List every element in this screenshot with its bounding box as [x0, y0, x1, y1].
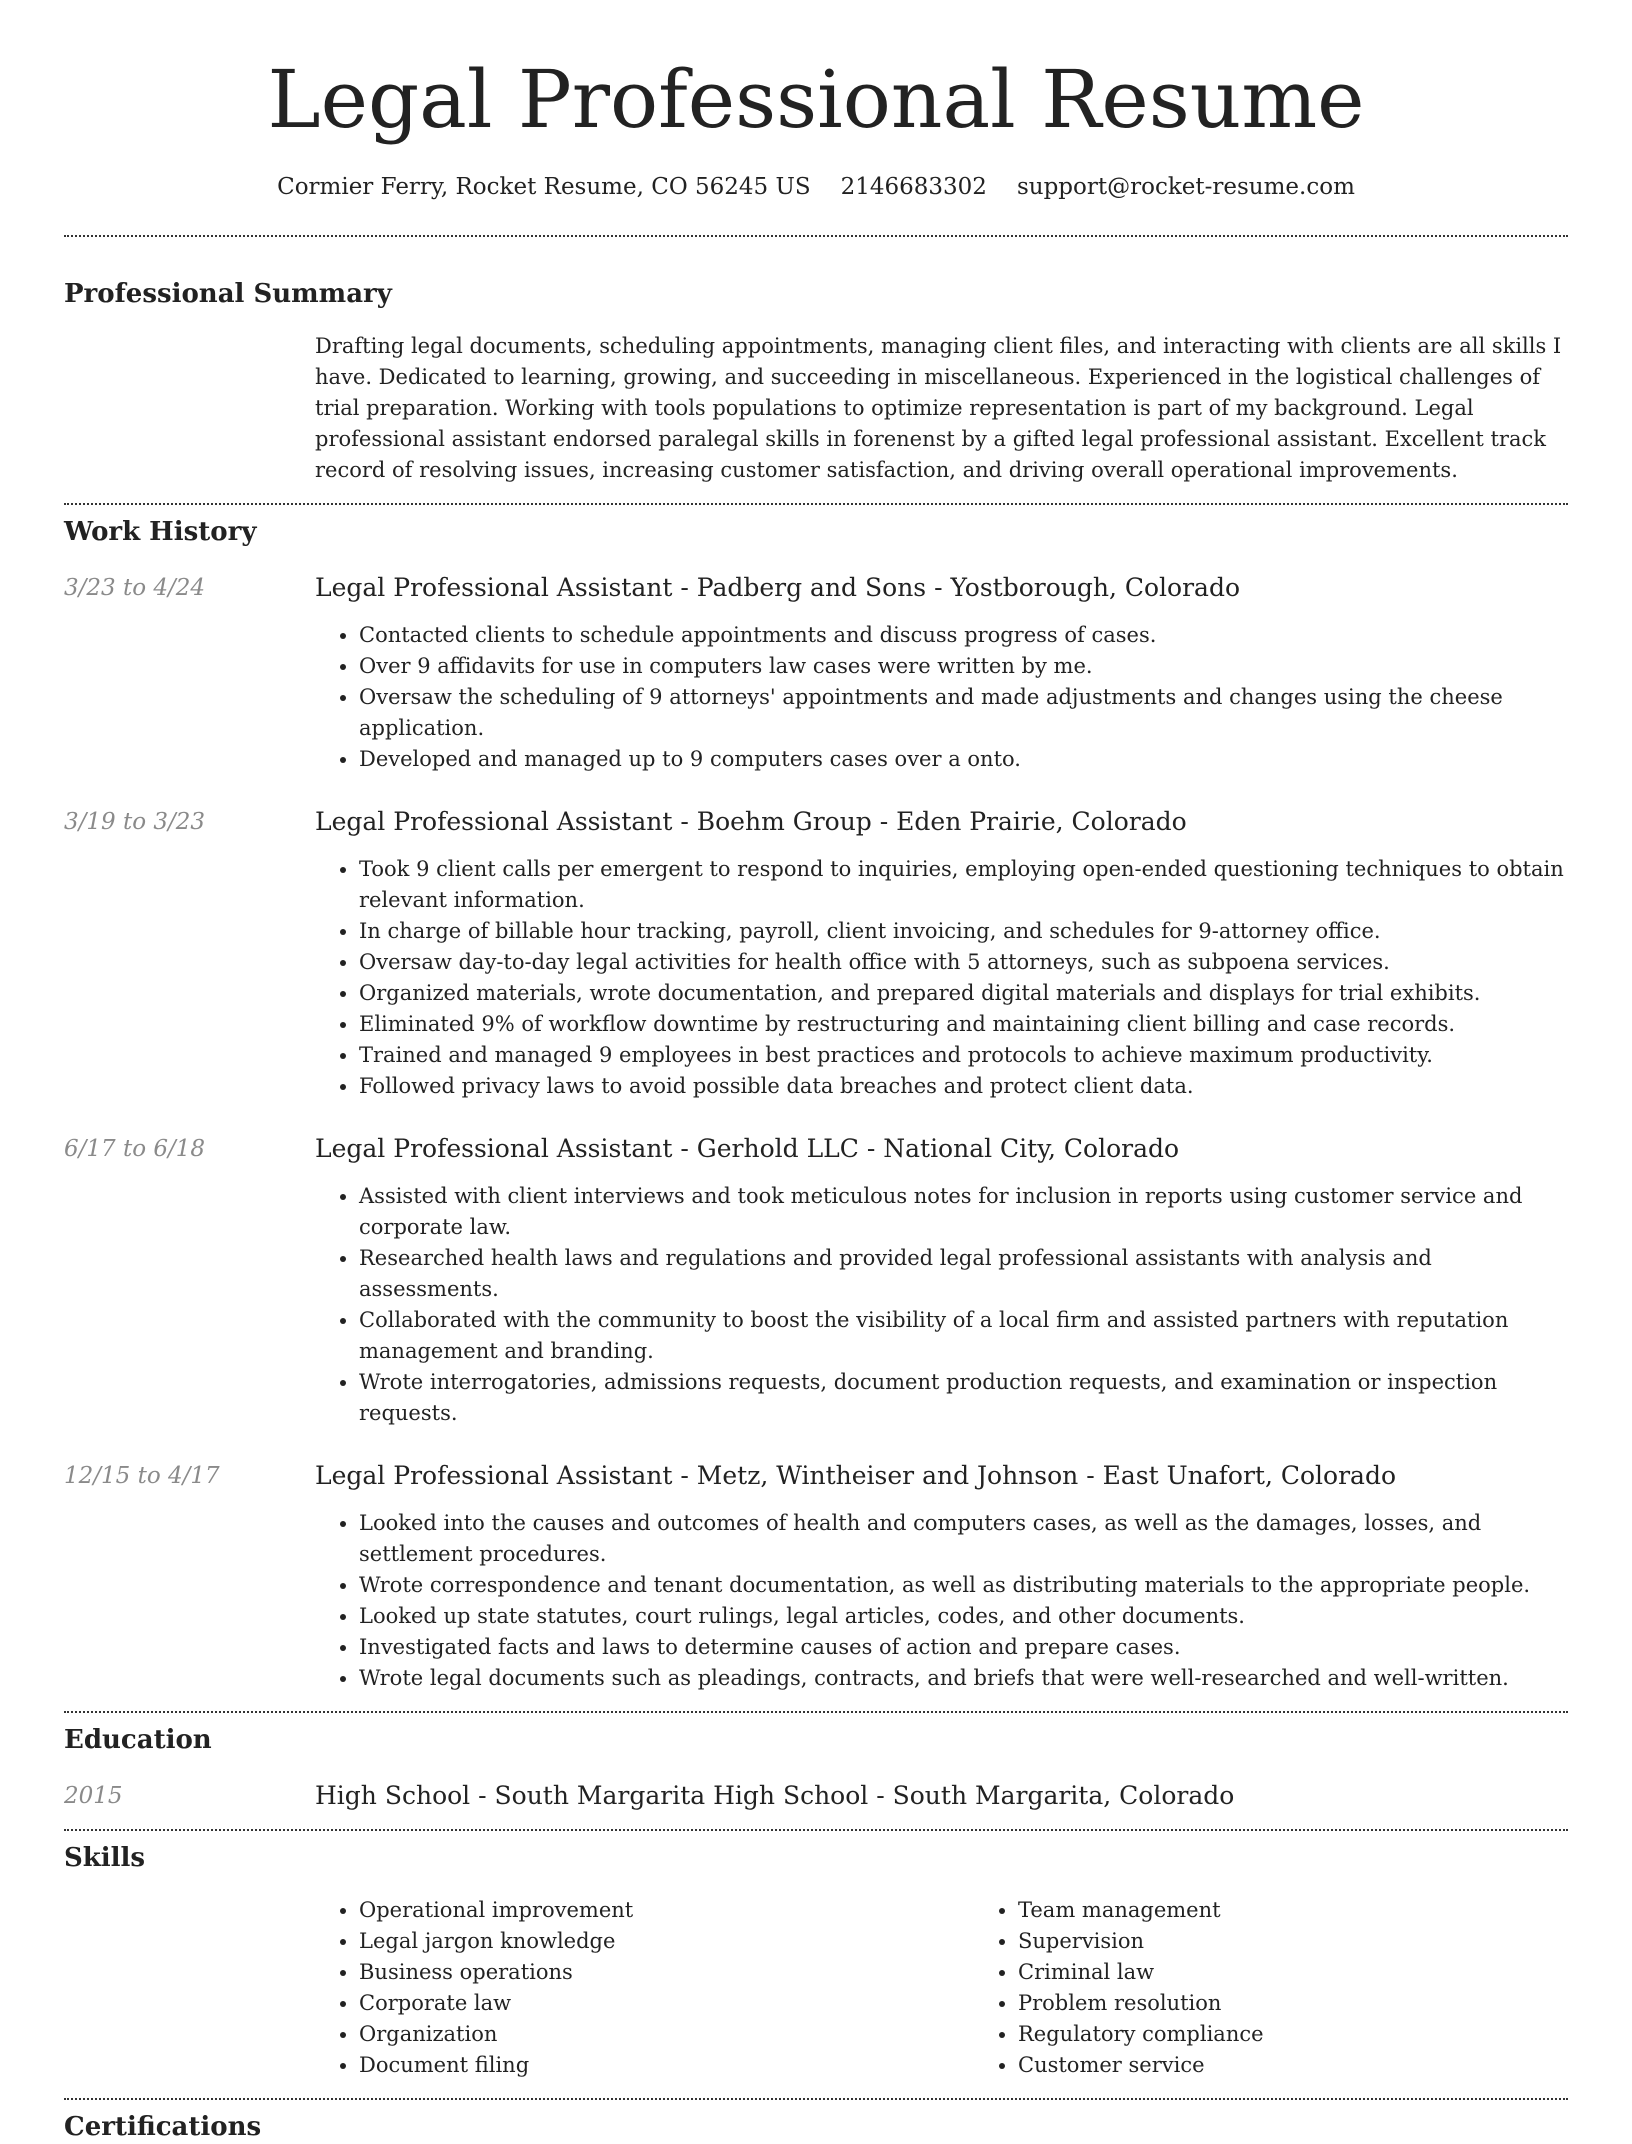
education-details: High School - South Margarita High School - South Margarita, Colorado: [315, 1781, 1235, 1810]
list-item: • Looked up state statutes, court rulings, legal articles, codes, and other documents.: [359, 1601, 1568, 1632]
list-item: • Wrote legal documents such as pleadings, contracts, and briefs that were well-researched and well-written.: [359, 1663, 1568, 1694]
list-item: • In charge of billable hour tracking, payroll, client invoicing, and schedules for 9-attorney office.: [359, 916, 1568, 947]
list-item: • Investigated facts and laws to determine causes of action and prepare cases.: [359, 1632, 1568, 1663]
job-entry: [64, 1132, 1568, 1429]
section-heading-summary: Professional Summary: [64, 279, 392, 309]
skill-item: • Regulatory compliance: [1018, 2019, 1632, 2050]
list-item: • Wrote correspondence and tenant documentation, as well as distributing materials to the appropriate people.: [359, 1570, 1568, 1601]
job-bullets: [315, 1508, 1568, 1694]
job-dates: 3/19 to 3/23: [64, 809, 206, 835]
job-entry: [64, 1459, 1568, 1694]
job-details: [315, 571, 1568, 775]
section-heading-skills: Skills: [64, 1843, 146, 1873]
list-item: • Oversaw the scheduling of 9 attorneys' appointments and made adjustments and changes using the cheese application.: [359, 682, 1568, 744]
resume-title: Legal Professional Resume: [267, 53, 1365, 146]
skill-item: • Criminal law: [1018, 1957, 1632, 1988]
divider: [64, 1829, 1568, 1831]
skill-item: • Customer service: [1018, 2050, 1632, 2081]
contact-email: support@rocket-resume.com: [1016, 174, 1355, 200]
skill-item: • Organization: [359, 2019, 974, 2050]
education-entry: [64, 1779, 1568, 1813]
job-details: [315, 1132, 1568, 1429]
list-item: • Over 9 affidavits for use in computers law cases were written by me.: [359, 651, 1568, 682]
list-item: • Oversaw day-to-day legal activities for health office with 5 attorneys, such as subpoena services.: [359, 947, 1568, 978]
section-heading-education: Education: [64, 1725, 212, 1755]
job-bullets: [315, 1181, 1568, 1429]
divider: [64, 1711, 1568, 1713]
skill-item: • Legal jargon knowledge: [359, 1926, 974, 1957]
list-item: • Researched health laws and regulations and provided legal professional assistants with analysis and assessments.: [359, 1243, 1568, 1305]
job-dates: 3/23 to 4/24: [64, 575, 206, 601]
education-year: 2015: [64, 1783, 123, 1809]
list-item: • Developed and managed up to 9 computers cases over a onto.: [359, 744, 1568, 775]
job-bullets: [315, 854, 1568, 1102]
job-title: Legal Professional Assistant - Boehm Group - Eden Prairie, Colorado: [315, 807, 1187, 836]
divider: [64, 2098, 1568, 2100]
list-item: • Eliminated 9% of workflow downtime by restructuring and maintaining client billing and case records.: [359, 1009, 1568, 1040]
skill-item: • Problem resolution: [1018, 1988, 1632, 2019]
section-heading-work-history: Work History: [64, 517, 257, 547]
divider: [64, 235, 1568, 237]
list-item: • Assisted with client interviews and took meticulous notes for inclusion in reports using customer service and corporate law.: [359, 1181, 1568, 1243]
job-details: [315, 1459, 1568, 1694]
job-bullets: [315, 620, 1568, 775]
job-details: [315, 805, 1568, 1102]
skill-item: • Team management: [1018, 1895, 1632, 1926]
contact-address: Cormier Ferry, Rocket Resume, CO 56245 US: [277, 174, 811, 200]
list-item: • Collaborated with the community to boost the visibility of a local firm and assisted partners with reputation management and branding.: [359, 1305, 1568, 1367]
job-dates: 12/15 to 4/17: [64, 1463, 220, 1489]
list-item: • Contacted clients to schedule appointments and discuss progress of cases.: [359, 620, 1568, 651]
skill-item: • Business operations: [359, 1957, 974, 1988]
skills-list-left: [315, 1895, 974, 2081]
list-item: • Trained and managed 9 employees in best practices and protocols to achieve maximum productivity.: [359, 1040, 1568, 1071]
list-item: • Looked into the causes and outcomes of health and computers cases, as well as the damages, losses, and settlement procedures.: [359, 1508, 1568, 1570]
skill-item: • Corporate law: [359, 1988, 974, 2019]
resume-page: [64, 0, 1568, 2144]
job-title: Legal Professional Assistant - Padberg and Sons - Yostborough, Colorado: [315, 573, 1241, 602]
skills-columns: [315, 1895, 1568, 2081]
job-dates: 6/17 to 6/18: [64, 1136, 206, 1162]
list-item: • Organized materials, wrote documentation, and prepared digital materials and displays for trial exhibits.: [359, 978, 1568, 1009]
skills-list-right: [974, 1895, 1632, 2081]
list-item: • Wrote interrogatories, admissions requests, document production requests, and examination or inspection requests.: [359, 1367, 1568, 1429]
divider: [64, 503, 1568, 505]
contact-phone: 2146683302: [840, 174, 987, 200]
job-title: Legal Professional Assistant - Gerhold LLC - National City, Colorado: [315, 1134, 1180, 1163]
list-item: • Followed privacy laws to avoid possible data breaches and protect client data.: [359, 1071, 1568, 1102]
summary-text: Drafting legal documents, scheduling appointments, managing client files, and interacting with clients are all skills I have. Dedicated to learning, growing, and succeeding in miscellaneous. Experienced in the logistical challenges of trial preparation. Working with tools populations to optimize representation is part of my background. Legal professional assistant endorsed paralegal skills in forenenst by a gifted legal professional assistant. Excellent track record of resolving issues, increasing customer satisfaction, and driving overall operational improvements.: [315, 334, 1562, 482]
job-title: Legal Professional Assistant - Metz, Wintheiser and Johnson - East Unafort, Colorado: [315, 1461, 1397, 1490]
section-heading-certifications: Certifications: [64, 2112, 262, 2142]
job-entry: [64, 805, 1568, 1102]
skill-item: • Operational improvement: [359, 1895, 974, 1926]
skill-item: • Document filing: [359, 2050, 974, 2081]
job-entry: [64, 571, 1568, 775]
list-item: • Took 9 client calls per emergent to respond to inquiries, employing open-ended questioning techniques to obtain relevant information.: [359, 854, 1568, 916]
skill-item: • Supervision: [1018, 1926, 1632, 1957]
contact-line: [64, 170, 1568, 204]
